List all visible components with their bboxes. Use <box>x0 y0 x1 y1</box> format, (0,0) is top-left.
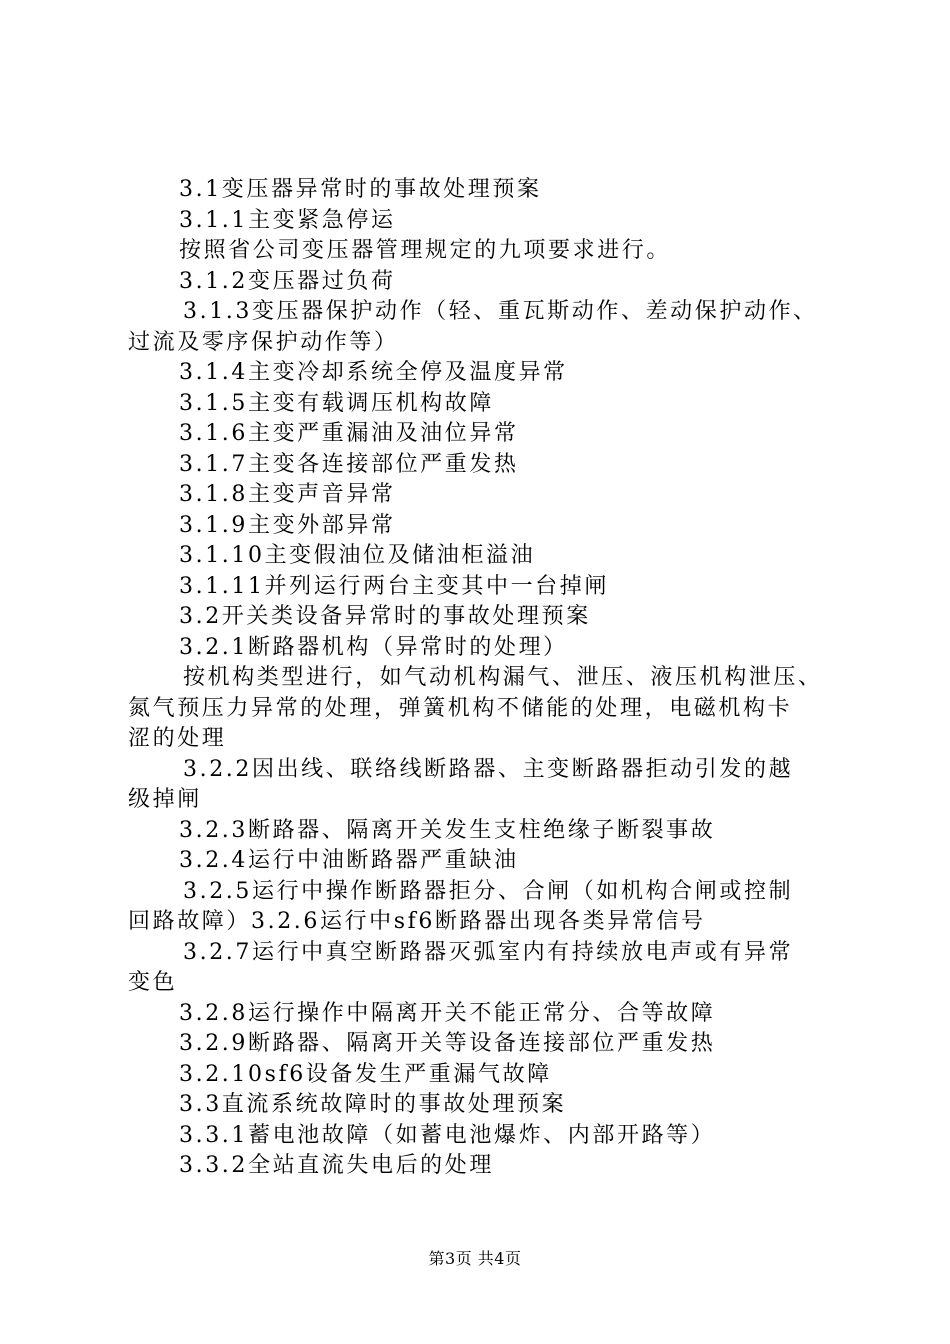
text-line: 3.1.11并列运行两台主变其中一台掉闸 <box>179 573 609 599</box>
text-line: 3.1.4主变冷却系统全停及温度异常 <box>179 360 568 385</box>
text-line: 氮气预压力异常的处理，弹簧机构不储能的处理，电磁机构卡 <box>128 695 793 721</box>
text-line: 按照省公司变压器管理规定的九项要求进行。 <box>179 238 672 263</box>
text-line: 3.1.3变压器保护动作（轻、重瓦斯动作、差动保护动作、 <box>183 299 818 324</box>
text-line: 回路故障）3.2.6运行中sf6断路器出现各类异常信号 <box>128 909 706 934</box>
text-line: 3.2.10sf6设备发生严重漏气故障 <box>179 1061 552 1087</box>
text-line: 3.2.7运行中真空断路器灭弧室内有持续放电声或有异常 <box>183 939 794 965</box>
text-line: 3.1.9主变外部异常 <box>179 512 396 538</box>
text-line: 过流及零序保护动作等） <box>128 329 399 355</box>
text-line: 3.2.5运行中操作断路器拒分、合闸（如机构合闸或控制 <box>183 878 794 904</box>
text-line: 按机构类型进行，如气动机构漏气、泄压、液压机构泄压、 <box>183 665 823 690</box>
text-line: 变色 <box>128 970 178 995</box>
text-line: 3.1.7主变各连接部位严重发热 <box>179 451 519 477</box>
text-line: 3.1.6主变严重漏油及油位异常 <box>179 421 519 446</box>
text-line: 涩的处理 <box>128 726 227 751</box>
text-line: 3.3.2全站直流失电后的处理 <box>179 1153 494 1178</box>
text-line: 3.2开关类设备异常时的事故处理预案 <box>179 604 591 629</box>
text-line: 3.1变压器异常时的事故处理预案 <box>179 177 542 202</box>
text-line: 3.3.1蓄电池故障（如蓄电池爆炸、内部开路等） <box>179 1122 716 1148</box>
text-line: 级掉闸 <box>128 787 202 812</box>
text-line: 3.1.5主变有载调压机构故障 <box>179 390 494 416</box>
text-line: 3.2.1断路器机构（异常时的处理） <box>179 634 568 660</box>
text-line: 3.2.8运行操作中隔离开关不能正常分、合等故障 <box>179 1000 716 1026</box>
text-line: 3.2.9断路器、隔离开关等设备连接部位严重发热 <box>179 1031 716 1056</box>
text-line: 3.1.1主变紧急停运 <box>179 207 396 233</box>
text-line: 3.2.3断路器、隔离开关发生支柱绝缘子断裂事故 <box>179 817 716 843</box>
text-line: 3.2.4运行中油断路器严重缺油 <box>179 848 519 873</box>
text-line: 3.1.10主变假油位及储油柜溢油 <box>179 543 536 568</box>
page-footer: 第3页 共4页 <box>428 1249 522 1268</box>
text-line: 3.1.2变压器过负荷 <box>179 268 396 294</box>
text-line: 3.1.8主变声音异常 <box>179 482 396 507</box>
document-body <box>128 175 843 1182</box>
text-line: 3.3直流系统故障时的事故处理预案 <box>179 1092 567 1117</box>
text-line: 3.2.2因出线、联络线断路器、主变断路器拒动引发的越 <box>183 756 794 782</box>
